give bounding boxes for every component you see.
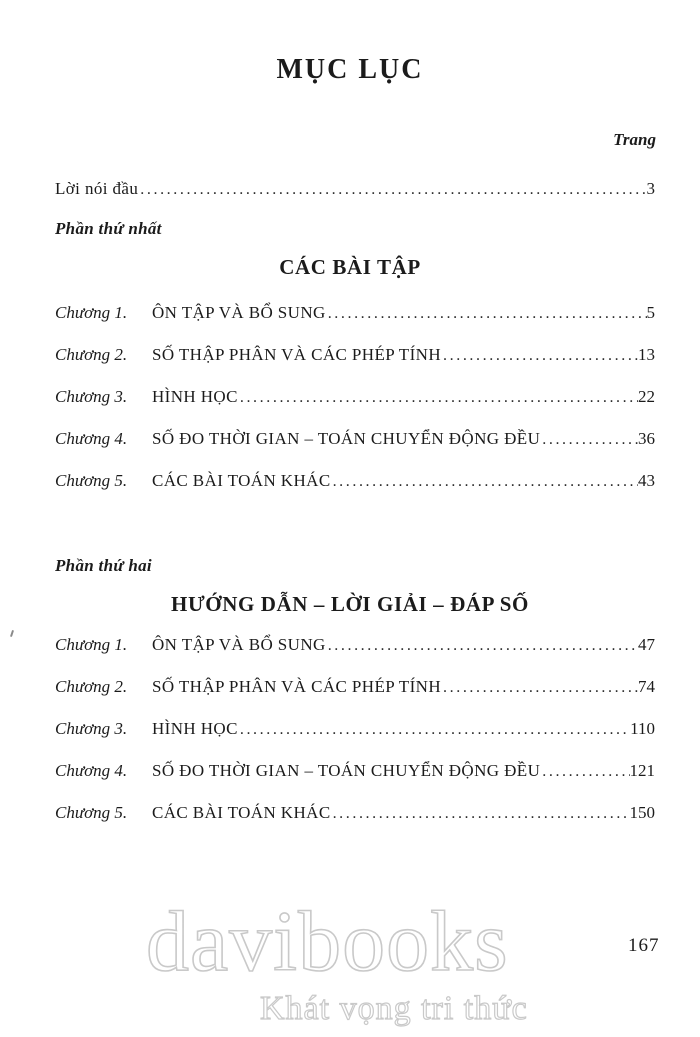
page-column-header: Trang — [613, 130, 656, 149]
dot-leader — [333, 802, 630, 825]
chapter-title: SỐ ĐO THỜI GIAN – TOÁN CHUYỂN ĐỘNG ĐỀU — [152, 761, 541, 780]
chapter-title: SỐ THẬP PHÂN VÀ CÁC PHÉP TÍNH — [152, 345, 442, 364]
chapter-label: Chương 4. — [55, 761, 128, 780]
dot-leader — [240, 386, 638, 409]
chapter-page-number: 13 — [638, 345, 655, 364]
dot-leader — [328, 634, 638, 657]
preface-page-number: 3 — [646, 179, 655, 198]
chapter-page-number: 22 — [638, 387, 655, 406]
chapter-label: Chương 1. — [55, 635, 128, 654]
toc-entry — [55, 676, 655, 699]
toc-entry — [55, 470, 655, 493]
toc-entry — [55, 634, 655, 657]
chapter-page-number: 36 — [638, 429, 655, 448]
toc-entry — [55, 718, 655, 741]
chapter-title: CÁC BÀI TOÁN KHÁC — [152, 803, 331, 822]
dot-leader — [333, 470, 638, 493]
dot-leader — [140, 178, 646, 201]
dot-leader — [240, 718, 630, 741]
dot-leader — [328, 302, 647, 325]
chapter-label: Chương 3. — [55, 387, 128, 406]
chapter-title: ÔN TẬP VÀ BỔ SUNG — [152, 635, 326, 654]
dot-leader — [542, 760, 629, 783]
chapter-label: Chương 3. — [55, 719, 128, 738]
part-2-label: Phần thứ hai — [55, 556, 152, 575]
chapter-title: ÔN TẬP VÀ BỔ SUNG — [152, 303, 326, 322]
chapter-label: Chương 2. — [55, 345, 128, 364]
dot-leader — [542, 428, 638, 451]
toc-entry — [55, 302, 655, 325]
chapter-label: Chương 1. — [55, 303, 128, 322]
toc-entry — [55, 428, 655, 451]
toc-entry — [55, 344, 655, 367]
chapter-page-number: 74 — [638, 677, 655, 696]
section-2-heading: HƯỚNG DẪN – LỜI GIẢI – ĐÁP SỐ — [171, 592, 529, 616]
chapter-label: Chương 5. — [55, 803, 128, 822]
chapter-title: HÌNH HỌC — [152, 387, 238, 406]
chapter-page-number: 121 — [629, 761, 655, 780]
preface-label: Lời nói đầu — [55, 179, 139, 198]
chapter-page-number: 47 — [638, 635, 655, 654]
page-title: MỤC LỤC — [276, 54, 424, 85]
toc-entry — [55, 802, 655, 825]
watermark-brand: davibooks — [146, 893, 509, 989]
chapter-title: SỐ ĐO THỜI GIAN – TOÁN CHUYỂN ĐỘNG ĐỀU — [152, 429, 541, 448]
section-1-heading: CÁC BÀI TẬP — [279, 255, 421, 279]
chapter-page-number: 5 — [646, 303, 655, 322]
chapter-title: HÌNH HỌC — [152, 719, 238, 738]
chapter-label: Chương 4. — [55, 429, 128, 448]
chapter-page-number: 43 — [638, 471, 655, 490]
chapter-title: SỐ THẬP PHÂN VÀ CÁC PHÉP TÍNH — [152, 677, 442, 696]
chapter-label: Chương 2. — [55, 677, 128, 696]
watermark-slogan: Khát vọng tri thức — [260, 990, 528, 1027]
toc-entry — [55, 760, 655, 783]
folio-page-number: 167 — [628, 935, 660, 956]
toc-entry-preface — [55, 178, 655, 201]
chapter-title: CÁC BÀI TOÁN KHÁC — [152, 471, 331, 490]
toc-entry — [55, 386, 655, 409]
chapter-page-number: 110 — [630, 719, 655, 738]
chapter-page-number: 150 — [629, 803, 655, 822]
scan-artifact-mark — [10, 630, 14, 637]
part-1-label: Phần thứ nhất — [55, 219, 162, 238]
dot-leader — [443, 676, 638, 699]
dot-leader — [443, 344, 638, 367]
chapter-label: Chương 5. — [55, 471, 128, 490]
